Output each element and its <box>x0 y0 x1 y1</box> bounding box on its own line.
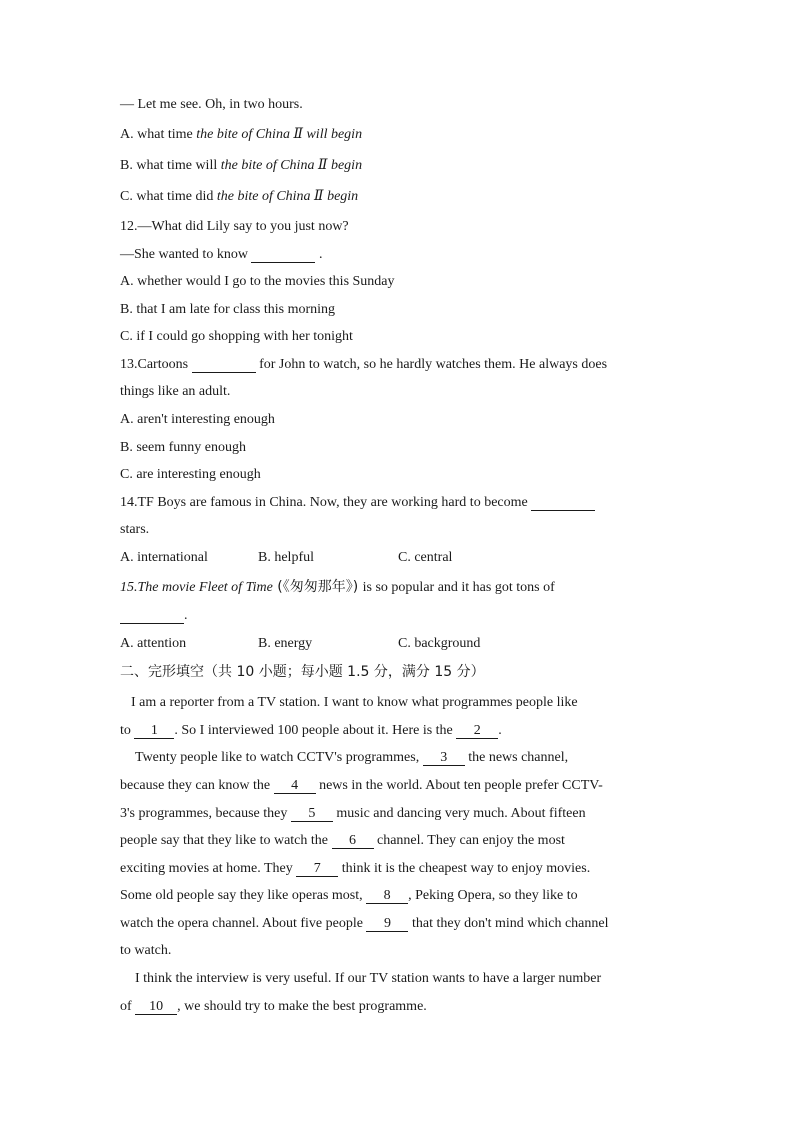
passage-line: to watch. <box>120 943 172 958</box>
q15-blank <box>120 608 184 624</box>
q14-options <box>120 549 452 567</box>
q14-option-c: C. central <box>398 550 453 565</box>
cloze-blank-6: 6 <box>332 833 374 849</box>
cloze-blank-8: 8 <box>366 888 408 904</box>
passage-line: because they can know the 4 news in the world. About ten people prefer CCTV- <box>120 778 603 793</box>
q11-option-c: C. what time did the bite of China Ⅱ begin <box>120 189 359 204</box>
passage-line: I am a reporter from a TV station. I want to know what programmes people like <box>131 695 578 710</box>
q15-question: 15.The movie Fleet of Time (《匆匆那年》) is so popular and it has got tons of <box>120 579 555 595</box>
q14-option-b: B. helpful <box>258 550 314 565</box>
q12-option-a: A. whether would I go to the movies this Sunday <box>120 274 395 289</box>
q13-question: 13.Cartoons for John to watch, so he hardly watches them. He always does <box>120 357 608 372</box>
cloze-blank-2: 2 <box>456 723 498 739</box>
q12-option-b: B. that I am late for class this morning <box>120 302 336 317</box>
cloze-blank-10: 10 <box>135 999 177 1015</box>
section2-heading: 二、完形填空（共 10 小题；每小题 1.5 分，满分 15 分） <box>120 664 485 680</box>
q15-option-c: C. background <box>398 636 481 651</box>
q15-option-a: A. attention <box>120 636 187 651</box>
q14-question-cont: stars. <box>120 522 150 537</box>
q14-option-a: A. international <box>120 550 208 565</box>
q13-option-c: C. are interesting enough <box>120 467 261 482</box>
cloze-blank-7: 7 <box>296 861 338 877</box>
cloze-blank-4: 4 <box>274 778 316 794</box>
passage-line: to 1 . So I interviewed 100 people about it. Here is the 2 . <box>120 723 502 738</box>
passage-line: Some old people say they like operas most, 8 , Peking Opera, so they like to <box>120 888 578 903</box>
q13-option-a: A. aren't interesting enough <box>120 412 275 427</box>
passage-line: 3's programmes, because they 5 music and dancing very much. About fifteen <box>120 806 586 821</box>
cloze-blank-9: 9 <box>366 916 408 932</box>
passage-line: Twenty people like to watch CCTV's programmes, 3 the news channel, <box>135 750 569 765</box>
q12-blank <box>251 247 315 263</box>
cloze-blank-1: 1 <box>134 723 174 739</box>
q12-answer-prompt: —She wanted to know . <box>120 247 323 262</box>
passage-line: of 10 , we should try to make the best programme. <box>120 999 427 1014</box>
q11-option-b: B. what time will the bite of China Ⅱ begin <box>120 158 363 173</box>
q11-answer-line: — Let me see. Oh, in two hours. <box>120 97 303 112</box>
q13-option-b: B. seem funny enough <box>120 440 246 455</box>
q12-question: 12.—What did Lily say to you just now? <box>120 219 349 234</box>
cloze-blank-5: 5 <box>291 806 333 822</box>
q14-question: 14.TF Boys are famous in China. Now, they are working hard to become <box>120 494 595 512</box>
q15-option-b: B. energy <box>258 636 313 651</box>
q11-option-a: A. what time the bite of China Ⅱ will begin <box>120 127 363 142</box>
q15-options <box>120 635 480 653</box>
q13-question-cont: things like an adult. <box>120 384 231 399</box>
q15-question-cont: . <box>120 607 188 625</box>
cloze-blank-3: 3 <box>423 750 465 766</box>
passage-line: exciting movies at home. They 7 think it is the cheapest way to enjoy movies. <box>120 861 591 876</box>
q14-blank <box>531 495 595 511</box>
q13-blank <box>192 357 256 373</box>
passage-line: watch the opera channel. About five people 9 that they don't mind which channel <box>120 916 609 931</box>
passage-line: I think the interview is very useful. If our TV station wants to have a larger number <box>135 971 602 986</box>
q12-option-c: C. if I could go shopping with her tonight <box>120 329 353 344</box>
passage-line: people say that they like to watch the 6 channel. They can enjoy the most <box>120 833 565 848</box>
